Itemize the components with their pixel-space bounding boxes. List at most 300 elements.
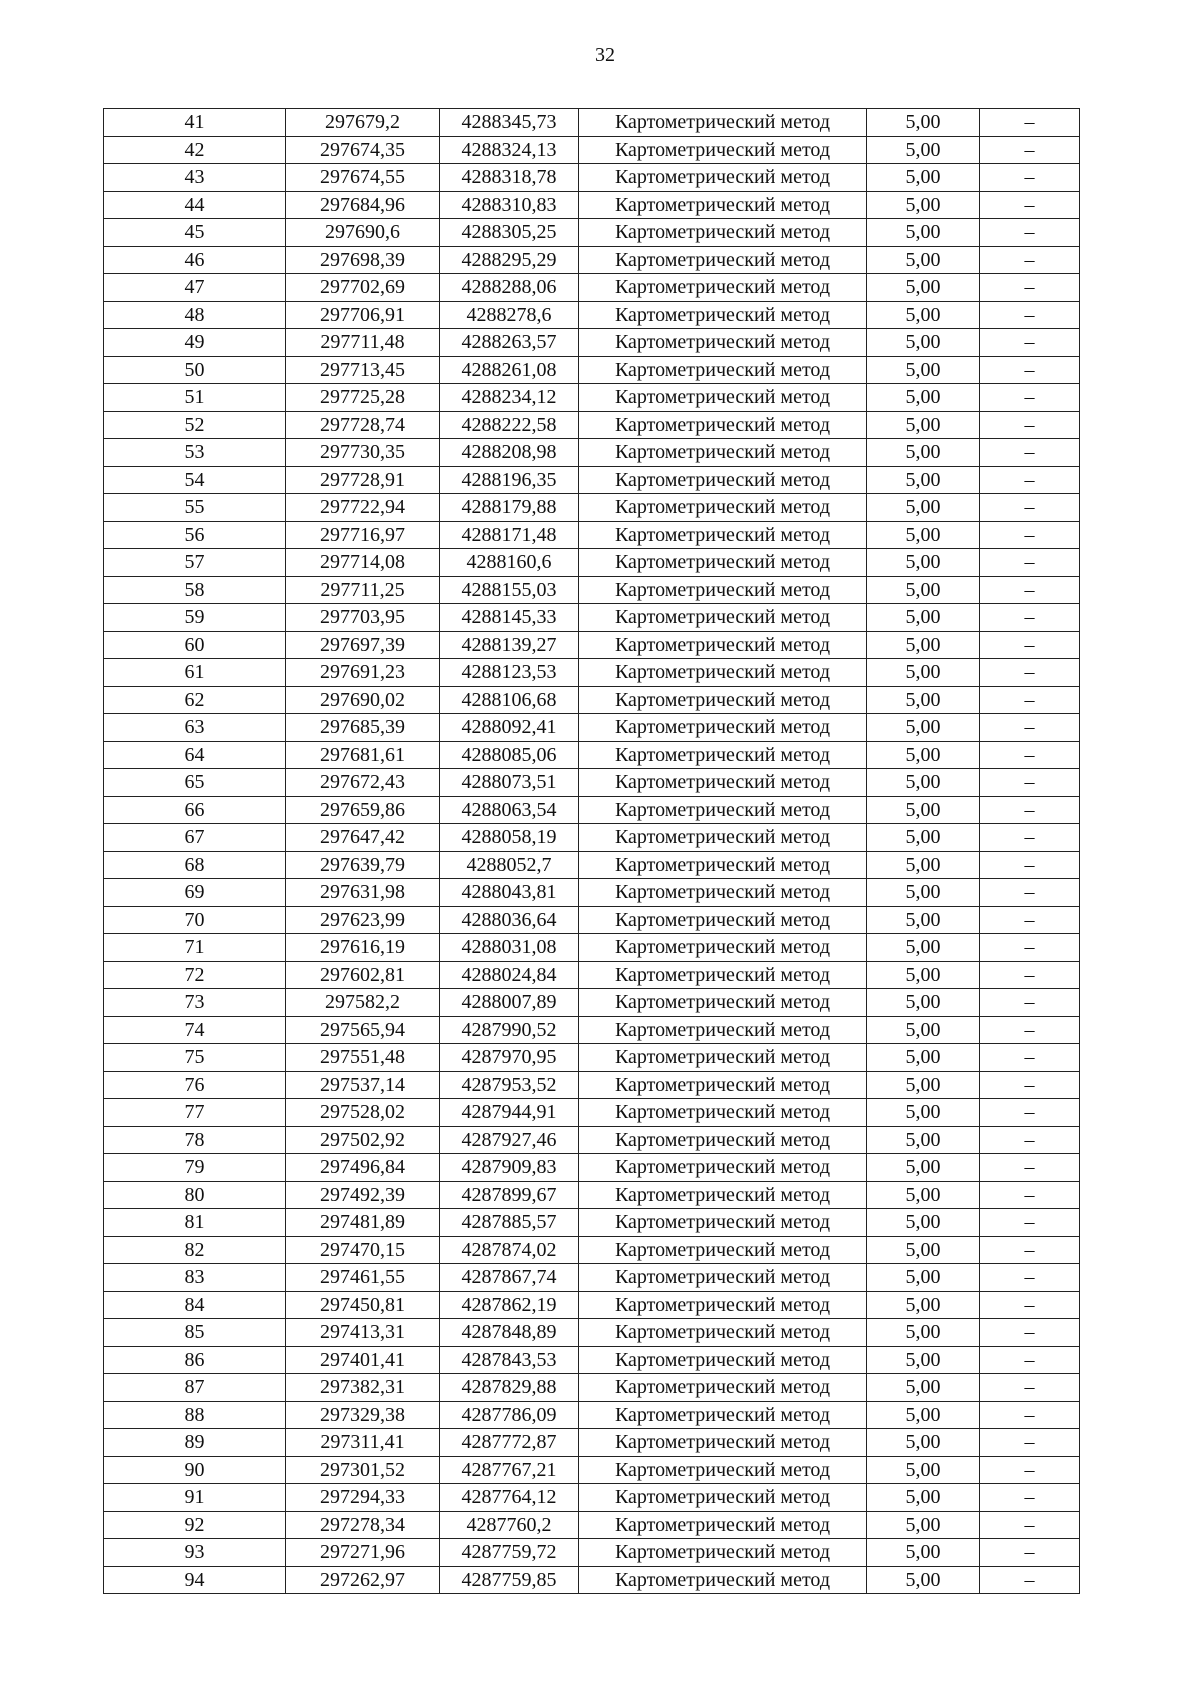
x-coordinate-cell: 297679,2 <box>286 109 440 137</box>
x-coordinate-cell: 297728,74 <box>286 411 440 439</box>
y-coordinate-cell: 4288345,73 <box>440 109 579 137</box>
method-cell: Картометрический метод <box>579 549 867 577</box>
accuracy-cell: 5,00 <box>867 1539 980 1567</box>
method-cell: Картометрический метод <box>579 246 867 274</box>
point-number-cell: 93 <box>104 1539 286 1567</box>
note-cell: – <box>980 301 1080 329</box>
note-cell: – <box>980 576 1080 604</box>
table-row <box>104 659 1080 687</box>
note-cell: – <box>980 274 1080 302</box>
note-cell: – <box>980 1016 1080 1044</box>
table-row <box>104 714 1080 742</box>
table-row <box>104 329 1080 357</box>
y-coordinate-cell: 4287764,12 <box>440 1484 579 1512</box>
accuracy-cell: 5,00 <box>867 1511 980 1539</box>
table-row <box>104 1319 1080 1347</box>
y-coordinate-cell: 4288222,58 <box>440 411 579 439</box>
table-row <box>104 604 1080 632</box>
accuracy-cell: 5,00 <box>867 494 980 522</box>
note-cell: – <box>980 879 1080 907</box>
y-coordinate-cell: 4288106,68 <box>440 686 579 714</box>
x-coordinate-cell: 297329,38 <box>286 1401 440 1429</box>
y-coordinate-cell: 4287867,74 <box>440 1264 579 1292</box>
method-cell: Картометрический метод <box>579 576 867 604</box>
accuracy-cell: 5,00 <box>867 1099 980 1127</box>
point-number-cell: 76 <box>104 1071 286 1099</box>
y-coordinate-cell: 4287772,87 <box>440 1429 579 1457</box>
point-number-cell: 64 <box>104 741 286 769</box>
point-number-cell: 80 <box>104 1181 286 1209</box>
point-number-cell: 83 <box>104 1264 286 1292</box>
accuracy-cell: 5,00 <box>867 411 980 439</box>
method-cell: Картометрический метод <box>579 1099 867 1127</box>
point-number-cell: 86 <box>104 1346 286 1374</box>
note-cell: – <box>980 824 1080 852</box>
method-cell: Картометрический метод <box>579 1209 867 1237</box>
point-number-cell: 44 <box>104 191 286 219</box>
table-row <box>104 851 1080 879</box>
accuracy-cell: 5,00 <box>867 741 980 769</box>
note-cell: – <box>980 934 1080 962</box>
point-number-cell: 46 <box>104 246 286 274</box>
x-coordinate-cell: 297722,94 <box>286 494 440 522</box>
x-coordinate-cell: 297674,55 <box>286 164 440 192</box>
note-cell: – <box>980 686 1080 714</box>
note-cell: – <box>980 714 1080 742</box>
accuracy-cell: 5,00 <box>867 631 980 659</box>
method-cell: Картометрический метод <box>579 494 867 522</box>
accuracy-cell: 5,00 <box>867 934 980 962</box>
x-coordinate-cell: 297713,45 <box>286 356 440 384</box>
method-cell: Картометрический метод <box>579 191 867 219</box>
method-cell: Картометрический метод <box>579 1401 867 1429</box>
y-coordinate-cell: 4288234,12 <box>440 384 579 412</box>
accuracy-cell: 5,00 <box>867 1456 980 1484</box>
y-coordinate-cell: 4287909,83 <box>440 1154 579 1182</box>
table-row <box>104 411 1080 439</box>
table-row <box>104 1181 1080 1209</box>
x-coordinate-cell: 297582,2 <box>286 989 440 1017</box>
note-cell: – <box>980 1429 1080 1457</box>
method-cell: Картометрический метод <box>579 164 867 192</box>
table-row <box>104 384 1080 412</box>
table-row <box>104 1236 1080 1264</box>
y-coordinate-cell: 4287927,46 <box>440 1126 579 1154</box>
y-coordinate-cell: 4287899,67 <box>440 1181 579 1209</box>
note-cell: – <box>980 1374 1080 1402</box>
method-cell: Картометрический метод <box>579 934 867 962</box>
x-coordinate-cell: 297690,6 <box>286 219 440 247</box>
note-cell: – <box>980 906 1080 934</box>
accuracy-cell: 5,00 <box>867 439 980 467</box>
point-number-cell: 62 <box>104 686 286 714</box>
x-coordinate-cell: 297413,31 <box>286 1319 440 1347</box>
note-cell: – <box>980 1511 1080 1539</box>
method-cell: Картометрический метод <box>579 796 867 824</box>
x-coordinate-cell: 297698,39 <box>286 246 440 274</box>
x-coordinate-cell: 297711,48 <box>286 329 440 357</box>
method-cell: Картометрический метод <box>579 1291 867 1319</box>
x-coordinate-cell: 297725,28 <box>286 384 440 412</box>
y-coordinate-cell: 4287843,53 <box>440 1346 579 1374</box>
x-coordinate-cell: 297278,34 <box>286 1511 440 1539</box>
table-row <box>104 769 1080 797</box>
point-number-cell: 92 <box>104 1511 286 1539</box>
x-coordinate-cell: 297728,91 <box>286 466 440 494</box>
accuracy-cell: 5,00 <box>867 219 980 247</box>
table-body <box>104 109 1080 1594</box>
accuracy-cell: 5,00 <box>867 329 980 357</box>
x-coordinate-cell: 297623,99 <box>286 906 440 934</box>
method-cell: Картометрический метод <box>579 1264 867 1292</box>
method-cell: Картометрический метод <box>579 329 867 357</box>
method-cell: Картометрический метод <box>579 521 867 549</box>
point-number-cell: 77 <box>104 1099 286 1127</box>
note-cell: – <box>980 1236 1080 1264</box>
table-row <box>104 109 1080 137</box>
table-row <box>104 1209 1080 1237</box>
note-cell: – <box>980 356 1080 384</box>
y-coordinate-cell: 4288024,84 <box>440 961 579 989</box>
point-number-cell: 85 <box>104 1319 286 1347</box>
method-cell: Картометрический метод <box>579 879 867 907</box>
accuracy-cell: 5,00 <box>867 246 980 274</box>
x-coordinate-cell: 297697,39 <box>286 631 440 659</box>
table-row <box>104 466 1080 494</box>
table-row <box>104 1539 1080 1567</box>
point-number-cell: 57 <box>104 549 286 577</box>
accuracy-cell: 5,00 <box>867 1016 980 1044</box>
table-row <box>104 1566 1080 1594</box>
table-row <box>104 631 1080 659</box>
accuracy-cell: 5,00 <box>867 274 980 302</box>
point-number-cell: 74 <box>104 1016 286 1044</box>
note-cell: – <box>980 1154 1080 1182</box>
method-cell: Картометрический метод <box>579 1016 867 1044</box>
point-number-cell: 68 <box>104 851 286 879</box>
point-number-cell: 87 <box>104 1374 286 1402</box>
x-coordinate-cell: 297311,41 <box>286 1429 440 1457</box>
table-row <box>104 439 1080 467</box>
y-coordinate-cell: 4287786,09 <box>440 1401 579 1429</box>
accuracy-cell: 5,00 <box>867 1071 980 1099</box>
x-coordinate-cell: 297262,97 <box>286 1566 440 1594</box>
accuracy-cell: 5,00 <box>867 384 980 412</box>
point-number-cell: 75 <box>104 1044 286 1072</box>
x-coordinate-cell: 297659,86 <box>286 796 440 824</box>
table-row <box>104 1401 1080 1429</box>
point-number-cell: 79 <box>104 1154 286 1182</box>
accuracy-cell: 5,00 <box>867 191 980 219</box>
note-cell: – <box>980 1456 1080 1484</box>
y-coordinate-cell: 4288310,83 <box>440 191 579 219</box>
method-cell: Картометрический метод <box>579 1071 867 1099</box>
x-coordinate-cell: 297481,89 <box>286 1209 440 1237</box>
x-coordinate-cell: 297703,95 <box>286 604 440 632</box>
table-row <box>104 246 1080 274</box>
page-number: 32 <box>595 44 615 66</box>
x-coordinate-cell: 297461,55 <box>286 1264 440 1292</box>
note-cell: – <box>980 604 1080 632</box>
table-row <box>104 136 1080 164</box>
accuracy-cell: 5,00 <box>867 1429 980 1457</box>
x-coordinate-cell: 297450,81 <box>286 1291 440 1319</box>
table-row <box>104 1429 1080 1457</box>
point-number-cell: 50 <box>104 356 286 384</box>
method-cell: Картометрический метод <box>579 906 867 934</box>
method-cell: Картометрический метод <box>579 109 867 137</box>
y-coordinate-cell: 4288058,19 <box>440 824 579 852</box>
note-cell: – <box>980 1291 1080 1319</box>
accuracy-cell: 5,00 <box>867 1566 980 1594</box>
y-coordinate-cell: 4288171,48 <box>440 521 579 549</box>
accuracy-cell: 5,00 <box>867 824 980 852</box>
method-cell: Картометрический метод <box>579 851 867 879</box>
x-coordinate-cell: 297672,43 <box>286 769 440 797</box>
accuracy-cell: 5,00 <box>867 136 980 164</box>
y-coordinate-cell: 4288073,51 <box>440 769 579 797</box>
note-cell: – <box>980 466 1080 494</box>
method-cell: Картометрический метод <box>579 1539 867 1567</box>
point-number-cell: 81 <box>104 1209 286 1237</box>
table-row <box>104 301 1080 329</box>
note-cell: – <box>980 1044 1080 1072</box>
accuracy-cell: 5,00 <box>867 1126 980 1154</box>
x-coordinate-cell: 297685,39 <box>286 714 440 742</box>
note-cell: – <box>980 1209 1080 1237</box>
x-coordinate-cell: 297706,91 <box>286 301 440 329</box>
y-coordinate-cell: 4287767,21 <box>440 1456 579 1484</box>
point-number-cell: 63 <box>104 714 286 742</box>
note-cell: – <box>980 246 1080 274</box>
y-coordinate-cell: 4287885,57 <box>440 1209 579 1237</box>
note-cell: – <box>980 439 1080 467</box>
note-cell: – <box>980 494 1080 522</box>
point-number-cell: 66 <box>104 796 286 824</box>
point-number-cell: 73 <box>104 989 286 1017</box>
point-number-cell: 45 <box>104 219 286 247</box>
method-cell: Картометрический метод <box>579 1154 867 1182</box>
x-coordinate-cell: 297492,39 <box>286 1181 440 1209</box>
x-coordinate-cell: 297684,96 <box>286 191 440 219</box>
x-coordinate-cell: 297702,69 <box>286 274 440 302</box>
accuracy-cell: 5,00 <box>867 1181 980 1209</box>
note-cell: – <box>980 961 1080 989</box>
accuracy-cell: 5,00 <box>867 1291 980 1319</box>
y-coordinate-cell: 4288305,25 <box>440 219 579 247</box>
note-cell: – <box>980 384 1080 412</box>
accuracy-cell: 5,00 <box>867 796 980 824</box>
method-cell: Картометрический метод <box>579 714 867 742</box>
note-cell: – <box>980 1071 1080 1099</box>
point-number-cell: 47 <box>104 274 286 302</box>
point-number-cell: 72 <box>104 961 286 989</box>
method-cell: Картометрический метод <box>579 824 867 852</box>
accuracy-cell: 5,00 <box>867 1236 980 1264</box>
note-cell: – <box>980 191 1080 219</box>
accuracy-cell: 5,00 <box>867 301 980 329</box>
method-cell: Картометрический метод <box>579 1181 867 1209</box>
point-number-cell: 56 <box>104 521 286 549</box>
table-row <box>104 164 1080 192</box>
point-number-cell: 52 <box>104 411 286 439</box>
accuracy-cell: 5,00 <box>867 549 980 577</box>
method-cell: Картометрический метод <box>579 1236 867 1264</box>
note-cell: – <box>980 1346 1080 1374</box>
point-number-cell: 43 <box>104 164 286 192</box>
note-cell: – <box>980 549 1080 577</box>
method-cell: Картометрический метод <box>579 439 867 467</box>
y-coordinate-cell: 4287829,88 <box>440 1374 579 1402</box>
table-row <box>104 1126 1080 1154</box>
y-coordinate-cell: 4288324,13 <box>440 136 579 164</box>
point-number-cell: 89 <box>104 1429 286 1457</box>
y-coordinate-cell: 4288160,6 <box>440 549 579 577</box>
table-row <box>104 1374 1080 1402</box>
y-coordinate-cell: 4287848,89 <box>440 1319 579 1347</box>
table-row <box>104 879 1080 907</box>
y-coordinate-cell: 4288085,06 <box>440 741 579 769</box>
note-cell: – <box>980 796 1080 824</box>
y-coordinate-cell: 4288318,78 <box>440 164 579 192</box>
note-cell: – <box>980 659 1080 687</box>
note-cell: – <box>980 851 1080 879</box>
table-row <box>104 1511 1080 1539</box>
method-cell: Картометрический метод <box>579 1429 867 1457</box>
method-cell: Картометрический метод <box>579 741 867 769</box>
method-cell: Картометрический метод <box>579 961 867 989</box>
table-row <box>104 549 1080 577</box>
table-row <box>104 521 1080 549</box>
note-cell: – <box>980 411 1080 439</box>
method-cell: Картометрический метод <box>579 136 867 164</box>
note-cell: – <box>980 1539 1080 1567</box>
y-coordinate-cell: 4287874,02 <box>440 1236 579 1264</box>
y-coordinate-cell: 4287862,19 <box>440 1291 579 1319</box>
note-cell: – <box>980 1126 1080 1154</box>
y-coordinate-cell: 4287970,95 <box>440 1044 579 1072</box>
x-coordinate-cell: 297647,42 <box>286 824 440 852</box>
note-cell: – <box>980 1484 1080 1512</box>
table-row <box>104 494 1080 522</box>
point-number-cell: 51 <box>104 384 286 412</box>
point-number-cell: 82 <box>104 1236 286 1264</box>
note-cell: – <box>980 136 1080 164</box>
accuracy-cell: 5,00 <box>867 466 980 494</box>
note-cell: – <box>980 1401 1080 1429</box>
y-coordinate-cell: 4288179,88 <box>440 494 579 522</box>
x-coordinate-cell: 297565,94 <box>286 1016 440 1044</box>
table-row <box>104 741 1080 769</box>
x-coordinate-cell: 297616,19 <box>286 934 440 962</box>
y-coordinate-cell: 4288063,54 <box>440 796 579 824</box>
note-cell: – <box>980 164 1080 192</box>
x-coordinate-cell: 297271,96 <box>286 1539 440 1567</box>
point-number-cell: 69 <box>104 879 286 907</box>
accuracy-cell: 5,00 <box>867 1484 980 1512</box>
table-row <box>104 1291 1080 1319</box>
accuracy-cell: 5,00 <box>867 604 980 632</box>
y-coordinate-cell: 4288139,27 <box>440 631 579 659</box>
x-coordinate-cell: 297496,84 <box>286 1154 440 1182</box>
table-row <box>104 824 1080 852</box>
point-number-cell: 49 <box>104 329 286 357</box>
accuracy-cell: 5,00 <box>867 1374 980 1402</box>
y-coordinate-cell: 4288278,6 <box>440 301 579 329</box>
accuracy-cell: 5,00 <box>867 164 980 192</box>
y-coordinate-cell: 4288036,64 <box>440 906 579 934</box>
method-cell: Картометрический метод <box>579 604 867 632</box>
point-number-cell: 78 <box>104 1126 286 1154</box>
table-row <box>104 1154 1080 1182</box>
point-number-cell: 60 <box>104 631 286 659</box>
x-coordinate-cell: 297681,61 <box>286 741 440 769</box>
accuracy-cell: 5,00 <box>867 686 980 714</box>
x-coordinate-cell: 297551,48 <box>286 1044 440 1072</box>
y-coordinate-cell: 4288007,89 <box>440 989 579 1017</box>
x-coordinate-cell: 297382,31 <box>286 1374 440 1402</box>
point-number-cell: 61 <box>104 659 286 687</box>
y-coordinate-cell: 4288263,57 <box>440 329 579 357</box>
y-coordinate-cell: 4288031,08 <box>440 934 579 962</box>
method-cell: Картометрический метод <box>579 1456 867 1484</box>
method-cell: Картометрический метод <box>579 274 867 302</box>
accuracy-cell: 5,00 <box>867 906 980 934</box>
method-cell: Картометрический метод <box>579 1044 867 1072</box>
method-cell: Картометрический метод <box>579 384 867 412</box>
table-row <box>104 934 1080 962</box>
x-coordinate-cell: 297528,02 <box>286 1099 440 1127</box>
note-cell: – <box>980 1099 1080 1127</box>
table-row <box>104 796 1080 824</box>
y-coordinate-cell: 4288155,03 <box>440 576 579 604</box>
y-coordinate-cell: 4288052,7 <box>440 851 579 879</box>
accuracy-cell: 5,00 <box>867 989 980 1017</box>
y-coordinate-cell: 4287953,52 <box>440 1071 579 1099</box>
y-coordinate-cell: 4288288,06 <box>440 274 579 302</box>
method-cell: Картометрический метод <box>579 989 867 1017</box>
point-number-cell: 90 <box>104 1456 286 1484</box>
x-coordinate-cell: 297537,14 <box>286 1071 440 1099</box>
accuracy-cell: 5,00 <box>867 851 980 879</box>
method-cell: Картометрический метод <box>579 769 867 797</box>
method-cell: Картометрический метод <box>579 659 867 687</box>
y-coordinate-cell: 4288261,08 <box>440 356 579 384</box>
method-cell: Картометрический метод <box>579 1374 867 1402</box>
x-coordinate-cell: 297294,33 <box>286 1484 440 1512</box>
method-cell: Картометрический метод <box>579 466 867 494</box>
table-row <box>104 191 1080 219</box>
note-cell: – <box>980 769 1080 797</box>
y-coordinate-cell: 4288043,81 <box>440 879 579 907</box>
accuracy-cell: 5,00 <box>867 1209 980 1237</box>
x-coordinate-cell: 297401,41 <box>286 1346 440 1374</box>
table-row <box>104 1264 1080 1292</box>
y-coordinate-cell: 4287760,2 <box>440 1511 579 1539</box>
method-cell: Картометрический метод <box>579 411 867 439</box>
method-cell: Картометрический метод <box>579 1566 867 1594</box>
table-row <box>104 906 1080 934</box>
accuracy-cell: 5,00 <box>867 1264 980 1292</box>
table-row <box>104 1484 1080 1512</box>
table-row <box>104 1346 1080 1374</box>
table-row <box>104 989 1080 1017</box>
table-row <box>104 219 1080 247</box>
y-coordinate-cell: 4288123,53 <box>440 659 579 687</box>
x-coordinate-cell: 297639,79 <box>286 851 440 879</box>
x-coordinate-cell: 297301,52 <box>286 1456 440 1484</box>
table-row <box>104 1044 1080 1072</box>
